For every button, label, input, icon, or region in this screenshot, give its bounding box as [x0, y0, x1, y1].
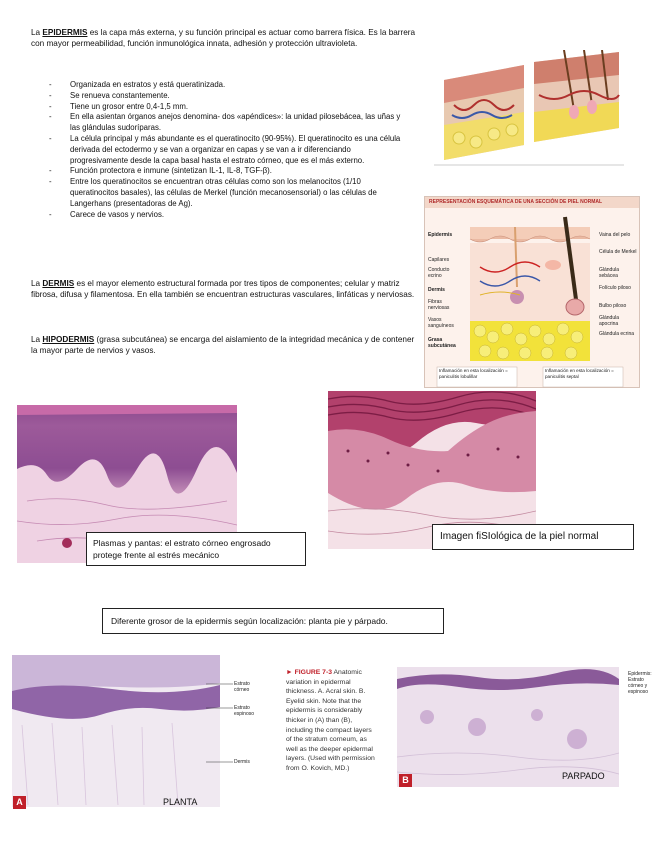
planta-label-espinoso: Estrato espinoso: [234, 705, 255, 717]
list-item: - Se renueva constantemente.: [49, 91, 411, 102]
parpado-label-epidermis: Epidermis: Estrato córneo y espinoso: [628, 671, 652, 695]
histology-planta-image: [12, 655, 220, 807]
caption-grosor-epidermis: Diferente grosor de la epidermis según localización: planta pie y párpado.: [102, 608, 444, 634]
list-item: - Entre los queratinocitos se encuentran otras células como son los melanocitos (1/10 queratinocitos basales), las células de Merkel (función mecanosensorial) o las células de Langerhans (presentadoras de Ag).: [49, 177, 411, 209]
hipodermis-paragraph: La HIPODERMIS (grasa subcutánea) se encarga del aislamiento de la integridad mecánica y de contener la mayor parte de nervios y vasos.: [31, 335, 415, 355]
schema-title: REPRESENTACIÓN ESQUEMÁTICA DE UNA SECCIÓN DE PIEL NORMAL: [425, 197, 639, 208]
dermis-paragraph: La DERMIS es el mayor elemento estructural formada por tres tipos de componentes; celular y matriz fibrosa, difusa y filamentosa. En ella también se encuentran estructuras vasculares, linfáticas y nerviosas.: [31, 279, 415, 299]
histology-parpado-image: [397, 667, 619, 787]
epidermis-term: EPIDERMIS: [42, 28, 88, 37]
epidermis-bullet-list: [49, 80, 411, 220]
list-item: - La célula principal y más abundante es el queratinocito (90-95%). El queratinocito es una célula derivada del ectodermo y se van a organizar en capas y se van a ir diferenciando progresivamente desde la capa basal hasta el estrato córneo, que es el más externo.: [49, 134, 411, 166]
schema-label-right: Glándula sebácea: [599, 267, 620, 279]
schema-label-left: Dermis: [428, 287, 445, 293]
list-item: - En ella asientan órganos anejos denomina- dos «apéndices»: la unidad pilosebácea, las uñas y las glándulas sudoríparas.: [49, 112, 411, 134]
figure-7-3-caption: ► FIGURE 7-3 Anatomic variation in epidermal thickness. A. Acral skin. B. Eyelid skin. Note that the epidermis is considerably thicker in (A) than (B), including the compact layers of the stratum corneum, as well as the deeper epidermal layers. (Used with permission from O. Kovich, MD.): [286, 669, 375, 772]
parpado-caption: PARPADO: [562, 771, 605, 781]
planta-label-dermis: Dermis: [234, 759, 250, 765]
dermis-term: DERMIS: [42, 279, 75, 288]
caption-plantas: Plasmas y pantas: el estrato córneo engrosado protege frente al estrés mecánico: [86, 532, 306, 566]
schema-label-right: Bulbo piloso: [599, 303, 627, 309]
list-item: - Función protectora e inmune (sintetizan IL-1, IL-8, TGF-β).: [49, 166, 411, 177]
list-item: - Tiene un grosor entre 0,4-1,5 mm.: [49, 102, 411, 113]
skin-schema-figure: [424, 196, 640, 388]
skin-3d-illustration: [424, 50, 634, 172]
schema-label-right: Folículo piloso: [599, 285, 631, 291]
list-item: - Carece de vasos y nervios.: [49, 210, 411, 221]
schema-label-left: Epidermis: [428, 232, 453, 238]
schema-label-right: Vaina del pelo: [599, 232, 631, 238]
schema-note-lobulillar: Inflamación en esta localización = paniculitis lobulillar: [439, 368, 508, 379]
schema-label-left: Conducto ecrino: [428, 267, 450, 279]
schema-label-left: Fibras nerviosas: [428, 299, 450, 311]
caption-piel-normal: Imagen fiSIológica de la piel normal: [432, 524, 634, 550]
hipodermis-term: HIPODERMIS: [42, 335, 95, 344]
planta-label-leaders: [206, 680, 234, 764]
schema-note-septal: Inflamación en esta localización = paniculitis septal: [545, 368, 614, 379]
schema-label-left: Capilares: [428, 257, 450, 263]
list-item: - Organizada en estratos y está queratinizada.: [49, 80, 411, 91]
planta-label-corneo: Estrato córneo: [234, 681, 250, 693]
epidermis-paragraph: La EPIDERMIS es la capa más externa, y su función principal es actuar como barrera física. Es la barrera con mayor permeabilidad, función inmunológica innata, adhesión y protección ultravioleta.: [31, 28, 416, 48]
schema-label-left: Vasos sanguíneos: [428, 317, 454, 329]
schema-label-left: Grasa subcutánea: [428, 337, 456, 349]
schema-label-right: Glándula ecrina: [599, 331, 635, 337]
figure-label-a: A: [13, 796, 26, 809]
figure-label-b: B: [399, 774, 412, 787]
schema-label-right: Glándula apocrina: [599, 315, 620, 327]
schema-label-right: Célula de Merkel: [599, 249, 637, 255]
planta-caption: PLANTA: [163, 797, 198, 807]
